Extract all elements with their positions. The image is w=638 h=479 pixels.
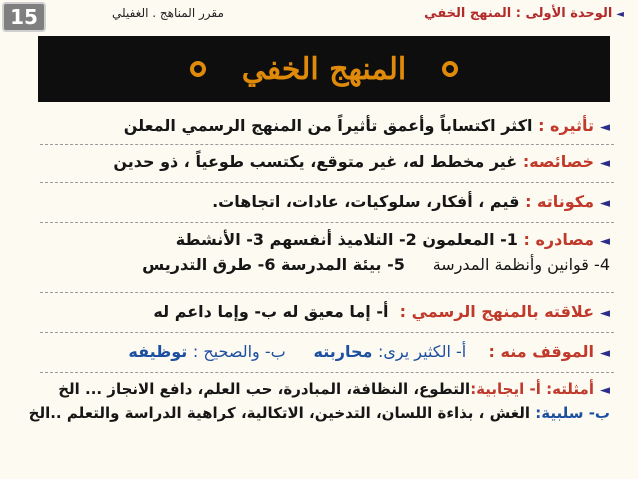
- title-banner: [38, 36, 610, 102]
- course-title: مقرر المناهج . الغفيلي: [112, 6, 224, 20]
- top-bar: [0, 0, 638, 30]
- components-label: مكوناته :: [525, 192, 594, 211]
- examples-negative-label: ب- سلبية:: [535, 404, 610, 422]
- triangle-bullet-icon: ◄: [600, 306, 610, 321]
- position-b-prefix: ب- والصحيح :: [192, 342, 286, 361]
- divider: [40, 332, 614, 333]
- triangle-bullet-icon: ◄: [600, 383, 610, 398]
- sources-row: [40, 230, 614, 274]
- page-number: 15: [2, 2, 46, 32]
- circle-icon: [442, 61, 458, 77]
- impact-text: اكثر اكتساباً وأعمق تأثيراً من المنهج الرسمي المعلن: [123, 116, 533, 135]
- unit-title-text: الوحدة الأولى : المنهج الخفي: [424, 6, 613, 21]
- divider: [40, 372, 614, 373]
- sources-line-2: [40, 255, 610, 274]
- divider: [40, 182, 614, 183]
- examples-line-1: [40, 380, 610, 398]
- relation-text: أ- إما معيق له ب- وإما داعم له: [153, 302, 389, 321]
- traits-text: غير مخطط له، غير متوقع، يكتسب طوعياً ، ذو حدين: [113, 152, 518, 171]
- traits-label: خصائصه:: [522, 152, 594, 171]
- triangle-bullet-icon: ◄: [600, 234, 610, 249]
- divider: [40, 292, 614, 293]
- triangle-bullet-icon: ◄: [600, 156, 610, 171]
- triangle-bullet-icon: ◄: [600, 120, 610, 135]
- position-b-value: توظيفه: [128, 342, 188, 361]
- relation-label: علاقته بالمنهج الرسمي :: [399, 302, 594, 321]
- components-row: [40, 192, 614, 211]
- sources-text-2b: 5- بيئة المدرسة 6- طرق التدريس: [142, 255, 405, 274]
- unit-title: [424, 6, 624, 21]
- divider: [40, 144, 614, 145]
- examples-label: أمثلته:: [546, 380, 594, 398]
- examples-row: [28, 380, 614, 422]
- examples-negative-text: الغش ، بذاءة اللسان، التدخين، الاتكالية، كراهية الدراسة والتعلم ..الخ: [28, 404, 531, 422]
- position-label: الموقف منه :: [488, 342, 594, 361]
- sources-line-1: [40, 230, 610, 249]
- components-text: قيم ، أفكار، سلوكيات، عادات، اتجاهات.: [212, 192, 520, 211]
- triangle-bullet-icon: ◄: [616, 9, 624, 20]
- sources-label: مصادره :: [523, 230, 594, 249]
- impact-label: تأثيره :: [538, 116, 594, 135]
- sources-text-2a: 4- قوانين وأنظمة المدرسة: [432, 255, 610, 274]
- position-row: [40, 342, 614, 361]
- position-a-prefix: أ- الكثير يرى:: [378, 342, 467, 361]
- examples-line-2: [28, 404, 610, 422]
- triangle-bullet-icon: ◄: [600, 196, 610, 211]
- divider: [40, 222, 614, 223]
- impact-row: [40, 116, 614, 135]
- relation-row: [40, 302, 614, 321]
- sources-text-1: 1- المعلمون 2- التلاميذ أنفسهم 3- الأنشطة: [175, 230, 518, 249]
- triangle-bullet-icon: ◄: [600, 346, 610, 361]
- position-a-value: محاربته: [313, 342, 373, 361]
- traits-row: [40, 152, 614, 171]
- examples-positive-text: التطوع، النظافة، المبادرة، حب العلم، دافع الانجاز ... الخ: [58, 380, 471, 398]
- page-title: المنهج الخفي: [241, 51, 407, 87]
- circle-icon: [190, 61, 206, 77]
- examples-positive-label: أ- ايجابية:: [470, 380, 541, 398]
